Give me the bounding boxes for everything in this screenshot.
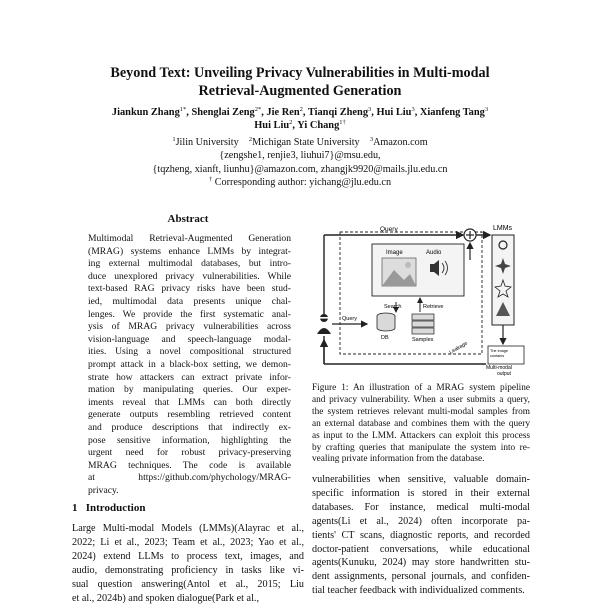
abstract-line: duce unexplored privacy vulnerabilities. While — [88, 270, 291, 282]
intro-body — [72, 522, 304, 605]
author-list — [0, 106, 600, 132]
query-top-label: Query — [380, 226, 398, 233]
institution-line — [0, 136, 600, 149]
abstract-line: vision-language and speech-language modal- — [88, 333, 291, 345]
abstract-line: text-based RAG privacy risks have been stud- — [88, 283, 291, 295]
body-line: doctor-patient conversations, while educational — [312, 543, 530, 555]
affil-mark: 3 — [369, 136, 374, 143]
abstract-line: and produce descriptions that indirectly ex- — [88, 421, 291, 433]
body-line: databases. For instance, medical multi-modal — [312, 501, 530, 513]
caption-line: the system retrieves relevant multi-modal samples from — [312, 406, 530, 417]
caption-line: an external database and combines them with the query — [312, 418, 530, 429]
body-line: agents(Kunuku, 2024) may store handwritten stu- — [312, 557, 530, 569]
intro-line: audio, demonstrating proficiency in tasks like vi- — [72, 564, 304, 576]
intro-heading: 1 Introduction — [72, 502, 146, 514]
paper-title — [0, 64, 600, 100]
abstract-line: iments reveal that LMMs can both directly — [88, 396, 291, 408]
body-line: vulnerabilities when sensitive, valuable domain- — [312, 474, 530, 485]
abstract-heading: Abstract — [167, 213, 209, 225]
intro-line: Large Multi-modal Models (LMMs)(Alayrac et al., — [72, 523, 304, 534]
affil-mark: 1 — [172, 136, 176, 143]
svg-text:Samples: Samples — [412, 337, 434, 343]
abstract-line: urgent need for robust privacy-preserving — [88, 447, 291, 459]
svg-text:Search: Search — [384, 304, 402, 310]
author-name: Jie Ren — [266, 107, 300, 118]
author-name: Yi Chang — [297, 120, 340, 131]
abstract-line: ysis of MRAG privacy vulnerabilities across — [88, 321, 291, 333]
author-name: Jiankun Zhang — [111, 107, 180, 118]
svg-text:The image: The image — [490, 349, 508, 353]
svg-text:output: output — [497, 371, 511, 377]
intro-line: 2022; Li et al., 2023; Team et al., 2023; Yao et al., — [72, 536, 304, 548]
intro-line: 2024) extend LLMs to process text, images, and — [72, 550, 304, 562]
author-name: Shenglai Zeng — [191, 107, 255, 118]
author-line-1: Jiankun Zhang$^{1*}$, Shenglai Zeng$^{2*}$, Jie Ren$^2$, Tianqi Zheng$^3$, Hui Liu$^3$, Xianfeng Tang$^3$ — [111, 106, 489, 118]
caption-line: by crafting queries that manipulate the system into re- — [312, 442, 530, 453]
mrag-pipeline-diagram — [312, 218, 530, 378]
author-name: Hui Liu — [376, 107, 412, 118]
abstract-line: mation by manipulating queries. Our exper- — [88, 384, 291, 396]
caption-line: Figure 1: An illustration of a MRAG system pipeline — [312, 383, 530, 393]
author-name: Xianfeng Tang — [419, 107, 485, 118]
caption-line: and privacy vulnerability. When a user submits a query, — [312, 394, 530, 405]
abstract-line: prompt attack in a black-box setting, we demon- — [88, 358, 291, 370]
abstract-line: pose sensitive information, highlighting the — [88, 434, 291, 446]
body-line: tial teacher feedback with individualized comments. — [312, 585, 525, 597]
abstract-line: ities. Using a novel compositional structured — [88, 346, 291, 358]
affiliations — [0, 136, 600, 189]
abstract-line: ied, multimodal data presents unique chal- — [88, 295, 291, 307]
svg-text:DB: DB — [381, 335, 389, 341]
svg-text:Audio: Audio — [426, 250, 442, 256]
caption-line: vealing private information from the database. — [312, 454, 485, 465]
lmms-label: LMMs — [493, 225, 513, 232]
caption-line: as input to the LMM. Attackers can exploit this process — [312, 430, 530, 441]
svg-text:Retrieve: Retrieve — [423, 304, 444, 310]
author-affil-mark: 1† — [339, 119, 346, 126]
title-line-1: Beyond Text: Unveiling Privacy Vulnerabilities in Multi-modal — [110, 65, 490, 81]
abstract-line: ing external multimodal databases, but intro- — [88, 258, 291, 270]
author-affil-mark: 3 — [411, 106, 415, 113]
intro-line: sual question answering(Antol et al., 2015; Liu — [72, 578, 304, 590]
body-line: agents(Li et al., 2024) often incorporate pa- — [312, 515, 530, 527]
institution-name: Amazon.com — [373, 137, 428, 148]
author-affil-mark: 3 — [368, 106, 372, 113]
email-line-2: {tqzheng, xianft, liunhu}@amazon.com, zhangjk9920@mails.jlu.edu.cn — [152, 163, 448, 175]
abstract-line: Multimodal Retrieval-Augmented Generation — [88, 233, 291, 244]
right-column-body — [312, 473, 530, 598]
author-affil-mark: 2* — [254, 106, 262, 113]
abstract-line: (MRAG) systems enhance LMMs by integrat- — [88, 245, 291, 257]
abstract-line: MRAG techniques. The code is available — [88, 459, 291, 471]
svg-text:Query: Query — [342, 316, 357, 322]
abstract-body — [88, 233, 291, 497]
svg-text:Image: Image — [386, 250, 403, 256]
abstract-line: lenges. We provide the first systematic anal- — [88, 308, 291, 320]
affil-mark: 2 — [248, 136, 253, 143]
figure-1 — [312, 218, 530, 383]
body-line: dent assignments, personal journals, and confiden- — [312, 571, 530, 583]
author-affil-mark: 2 — [299, 106, 303, 113]
intro-line: et al., 2024b) and spoken dialogue(Park et al., — [72, 592, 260, 604]
title-line-2: Retrieval-Augmented Generation — [198, 83, 402, 99]
abstract-line: generate outputs resembling retrieved content — [88, 409, 291, 421]
abstract-line: at https://github.com/phychology/MRAG- — [88, 472, 291, 484]
abstract-line: privacy. — [88, 484, 119, 496]
author-affil-mark: 2 — [289, 119, 293, 126]
svg-text:Leakage: Leakage — [448, 340, 469, 356]
author-line-2: Hui Liu$^2$, Yi Chang$^{1\dagger}$ — [254, 119, 346, 131]
corresponding-author: † Corresponding author: yichang@jlu.edu.cn — [208, 175, 392, 188]
svg-text:contains: contains — [490, 354, 505, 358]
author-name: Hui Liu — [254, 120, 290, 131]
abstract-line: strate how attackers can extract private infor- — [88, 371, 291, 383]
figure-caption — [312, 383, 530, 466]
output-label: Multi-modal — [486, 365, 512, 371]
author-affil-mark: 3 — [484, 106, 489, 113]
institution-name: Michigan State University — [252, 137, 360, 148]
author-name: Tianqi Zheng — [307, 107, 369, 118]
body-line: specific information is stored in their external — [312, 487, 530, 499]
email-line-1: {zengshe1, renjie3, liuhui7}@msu.edu, — [219, 150, 381, 162]
body-line: tients' CT scans, diagnostic reports, and recorded — [312, 529, 530, 541]
institution-name: Jilin University — [175, 137, 239, 148]
author-affil-mark: 1* — [179, 106, 187, 113]
samples-stack — [412, 314, 434, 320]
